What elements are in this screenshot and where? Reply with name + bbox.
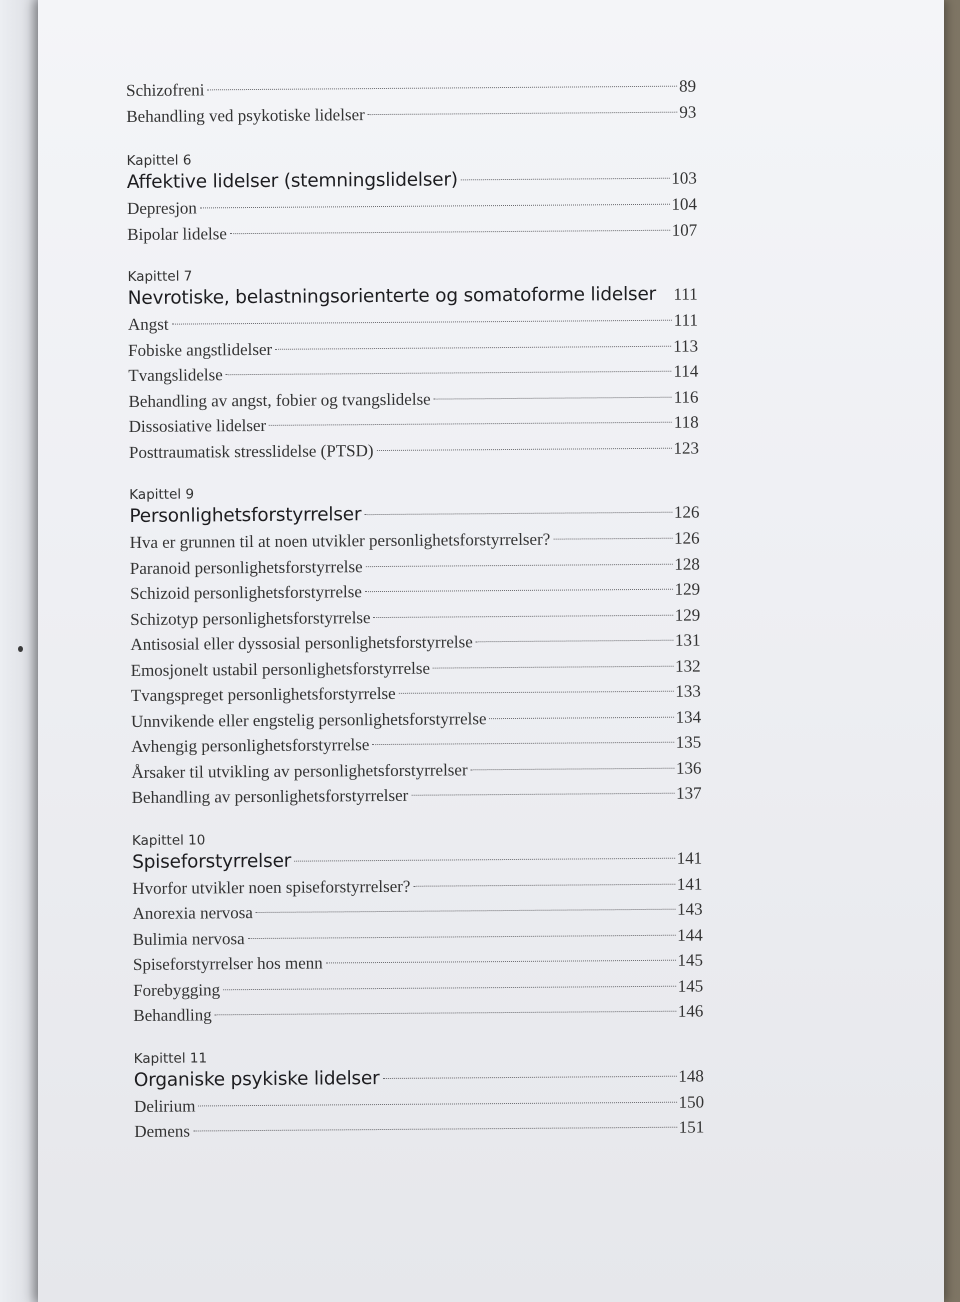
entry-title: Behandling av personlighetsforstyrrelser	[131, 785, 409, 807]
entry-page: 146	[677, 1001, 704, 1021]
dot-leader	[476, 640, 673, 643]
entry-title: Antisosial eller dyssosial personlighetsforstyrrelse	[130, 632, 473, 654]
chapter-10	[132, 828, 704, 1028]
dot-leader	[198, 1101, 676, 1106]
chapter-page: 111	[673, 284, 698, 304]
dot-leader	[411, 793, 674, 796]
entry-title: Spiseforstyrrelser hos menn	[132, 953, 323, 974]
entry-page: 113	[673, 336, 699, 356]
chapter-9	[129, 483, 702, 811]
chapter-label: Kapittel 10	[131, 831, 206, 849]
chapter-label: Kapittel 9	[129, 486, 195, 503]
chapter-page: 103	[671, 168, 697, 188]
entry-page: 135	[675, 732, 702, 752]
entry-title: Hva er grunnen til at noen utvikler personlighetsforstyrrelser?	[129, 529, 551, 552]
toc-entry	[126, 99, 696, 129]
entry-title: Bipolar lidelse	[127, 223, 227, 244]
chapter-title: Personlighetsforstyrrelser	[129, 504, 362, 527]
chapter-11	[134, 1046, 705, 1144]
entry-page: 114	[673, 361, 699, 381]
dot-leader	[368, 111, 678, 114]
entry-title: Behandling ved psykotiske lidelser	[126, 104, 365, 126]
chapter-page: 148	[678, 1065, 704, 1086]
entry-title: Schizoid personlighetsforstyrrelse	[129, 582, 362, 603]
dot-leader	[248, 934, 676, 938]
dot-leader	[230, 229, 670, 233]
toc-entry	[129, 435, 699, 465]
dot-leader	[364, 512, 672, 515]
dot-leader	[433, 665, 673, 668]
dot-leader	[377, 447, 672, 450]
page-mark	[18, 646, 23, 652]
dot-leader	[434, 396, 672, 399]
entry-page: 134	[675, 707, 702, 727]
entry-page: 123	[673, 438, 699, 458]
entry-page: 118	[673, 412, 699, 432]
chapter-page: 126	[673, 502, 700, 522]
toc-entry	[134, 1114, 704, 1144]
entry-page: 89	[679, 76, 697, 96]
dot-leader	[172, 320, 672, 325]
entry-title: Schizofreni	[126, 80, 205, 100]
book-page	[38, 0, 944, 1302]
chapter-title: Spiseforstyrrelser	[132, 850, 292, 873]
entry-title: Behandling	[133, 1005, 212, 1025]
entry-page: 128	[674, 554, 700, 574]
entry-page: 107	[671, 220, 698, 240]
entry-page: 129	[674, 579, 701, 599]
dot-leader	[372, 742, 673, 745]
entry-page: 145	[677, 975, 704, 996]
chapter-label: Kapittel 6	[126, 152, 192, 169]
entry-page: 132	[675, 656, 701, 676]
entry-page: 143	[676, 899, 703, 919]
dot-leader	[365, 589, 673, 592]
entry-page: 111	[673, 310, 698, 330]
entry-page: 133	[675, 681, 701, 701]
entry-page: 104	[671, 194, 698, 214]
chapter-label: Kapittel 7	[127, 268, 193, 285]
entry-page: 145	[677, 950, 704, 970]
entry-page: 93	[679, 102, 697, 122]
entry-page: 137	[676, 783, 702, 803]
chapter-6	[127, 149, 698, 247]
dot-leader	[383, 1075, 677, 1078]
dot-leader	[223, 985, 676, 990]
entry-title: Delirium	[133, 1095, 196, 1116]
chapter-label: Kapittel 11	[133, 1049, 208, 1067]
entry-title: Demens	[134, 1121, 191, 1141]
entry-title: Forebygging	[133, 979, 221, 1000]
entry-page: 151	[678, 1117, 705, 1137]
entry-page: 150	[678, 1091, 705, 1112]
dot-leader	[275, 345, 671, 349]
dot-leader	[193, 1127, 677, 1132]
chapter-title: Nevrotiske, belastningsorienterte og somatoforme lidelser	[127, 283, 657, 309]
dot-leader	[374, 614, 673, 617]
dot-leader	[326, 960, 676, 964]
chapter-title: Organiske psykiske lidelser	[133, 1067, 380, 1091]
toc-entry	[132, 781, 702, 811]
toc-continued-section	[126, 74, 696, 129]
entry-title: Posttraumatisk stresslidelse (PTSD)	[128, 440, 374, 462]
chapter-title: Affektive lidelser (stemningslidelser)	[126, 169, 458, 193]
chapter-page: 141	[676, 847, 703, 868]
dot-leader	[471, 767, 674, 770]
dot-leader	[256, 909, 675, 913]
chapter-heading	[128, 282, 698, 312]
dot-leader	[207, 86, 677, 91]
entry-title: Bulimia nervosa	[132, 928, 245, 949]
entry-page: 131	[674, 630, 701, 650]
entry-title: Depresjon	[126, 198, 197, 218]
table-of-contents	[126, 74, 705, 1167]
entry-title: Paranoid personlighetsforstyrrelse	[129, 556, 363, 578]
dot-leader	[461, 178, 669, 181]
entry-title: Årsaker til utvikling av personlighetsforstyrrelser	[131, 759, 468, 782]
toc-entry	[133, 998, 703, 1028]
entry-title: Hvorfor utvikler noen spiseforstyrrelser?	[132, 876, 411, 898]
entry-title: Tvangslidelse	[128, 365, 223, 385]
entry-title: Anorexia nervosa	[132, 903, 254, 923]
entry-title: Avhengig personlighetsforstyrrelse	[131, 735, 370, 756]
dot-leader	[366, 563, 673, 566]
entry-page: 116	[673, 387, 699, 407]
entry-title: Emosjonelt ustabil personlighetsforstyrrelse	[130, 658, 431, 680]
dot-leader	[399, 691, 674, 694]
entry-title: Fobiske angstlidelser	[128, 339, 273, 360]
entry-title: Dissosiative lidelser	[128, 415, 267, 436]
dot-leader	[553, 538, 672, 540]
dot-leader	[226, 371, 672, 376]
entry-title: Angst	[127, 314, 169, 334]
dot-leader	[200, 204, 670, 209]
entry-page: 129	[674, 605, 701, 625]
entry-page: 144	[677, 924, 703, 945]
dot-leader	[215, 1011, 676, 1016]
dot-leader	[413, 883, 674, 886]
dot-leader	[490, 716, 674, 718]
entry-title: Tvangspreget personlighetsforstyrrelse	[130, 683, 396, 705]
entry-title: Unnvikende eller engstelig personlighetsforstyrrelse	[130, 708, 487, 731]
chapter-7	[128, 265, 700, 465]
entry-page: 141	[676, 873, 703, 894]
dot-leader	[269, 422, 672, 426]
entry-page: 136	[675, 758, 702, 778]
entry-title: Schizotyp personlighetsforstyrrelse	[130, 607, 371, 629]
entry-page: 126	[674, 528, 700, 548]
toc-entry	[127, 217, 697, 247]
entry-title: Behandling av angst, fobier og tvangslidelse	[128, 389, 431, 411]
dot-leader	[294, 857, 675, 861]
